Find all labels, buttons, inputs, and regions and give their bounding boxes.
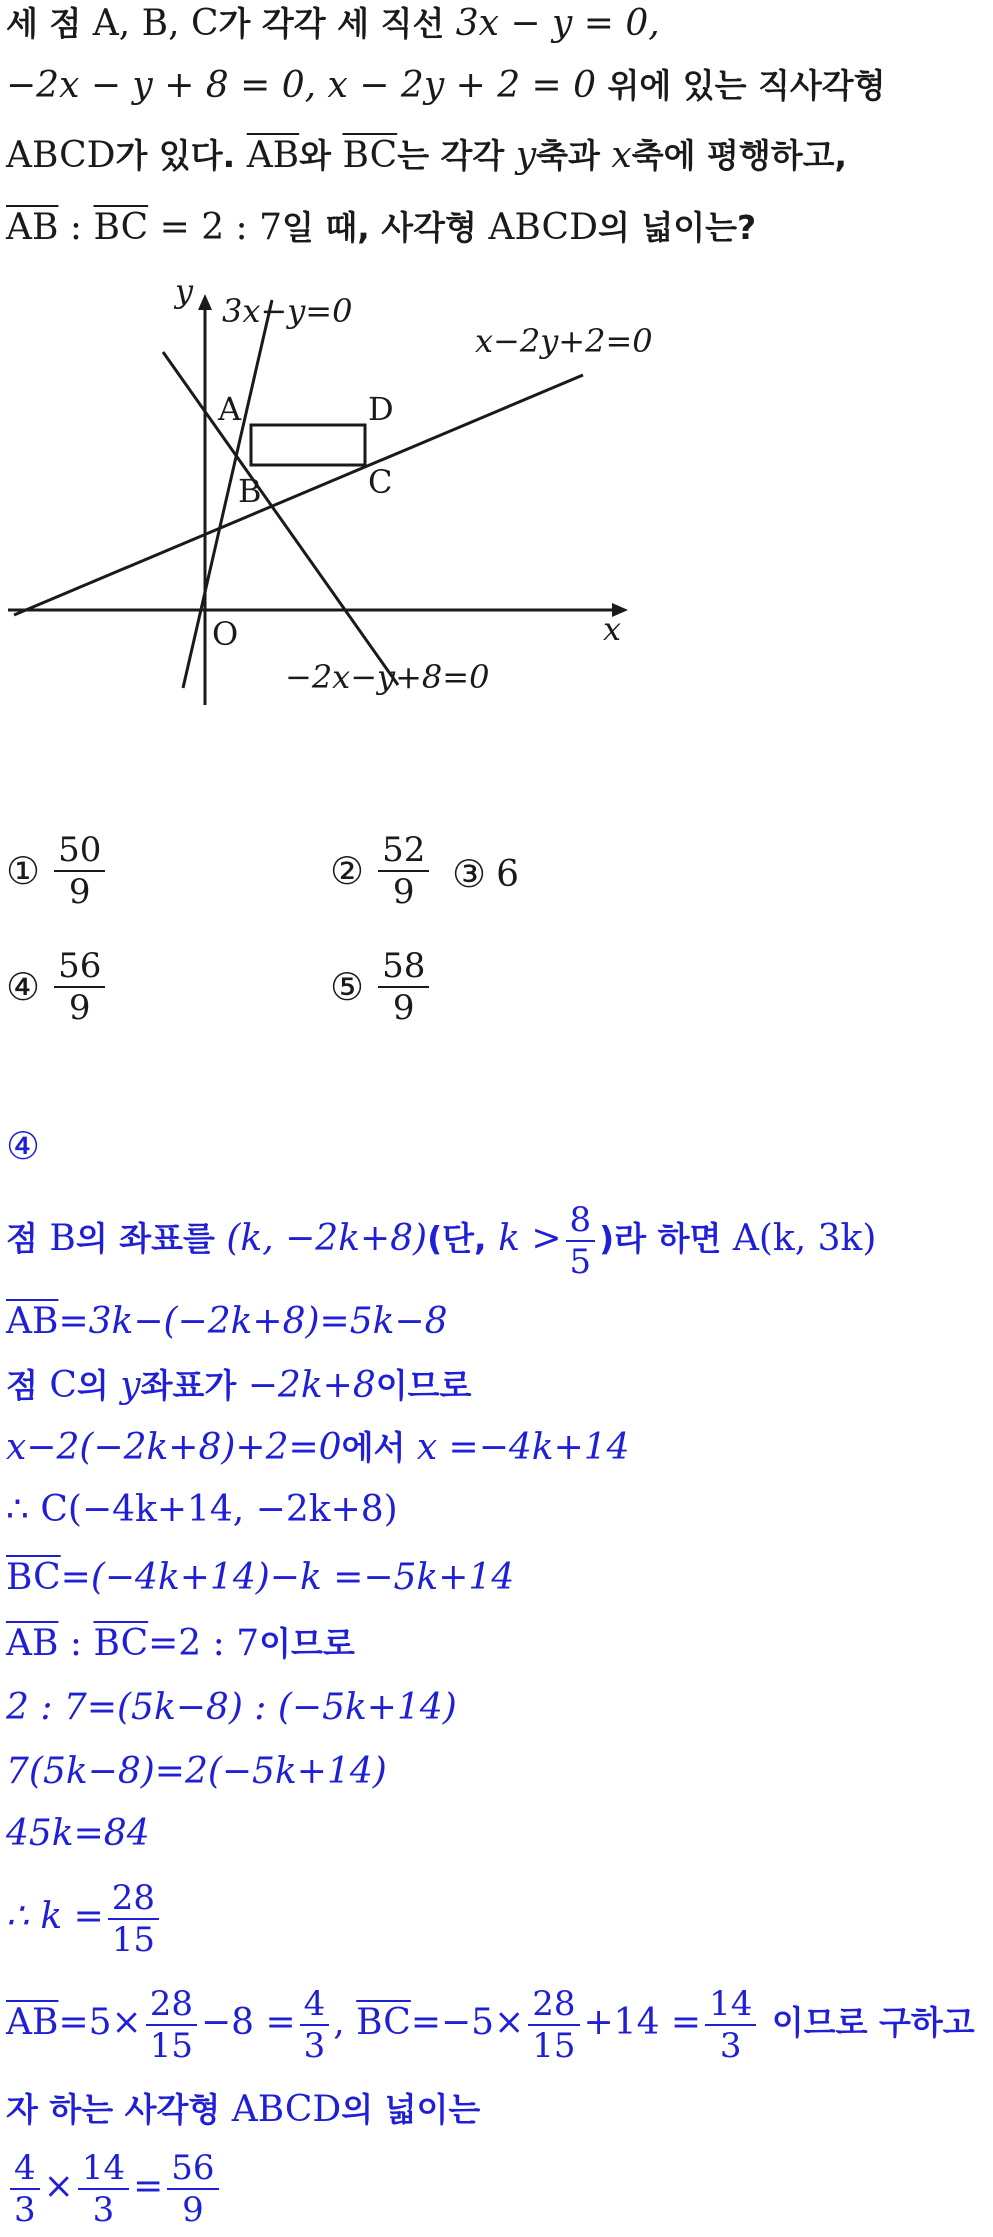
solution-line-9: 7(5k−8)=2(−5k+14) xyxy=(6,1751,387,1792)
point-label-a: A xyxy=(218,390,242,428)
point-label-d: D xyxy=(368,390,394,428)
axis-label-x: x xyxy=(603,610,622,648)
solution-line-11: ∴ k = $\frac{28}{15}$ xyxy=(6,1878,163,1960)
question-line-1: 세 점 A, B, C가 각각 세 직선 3x − y = 0, xyxy=(6,3,660,44)
axis-label-y: y xyxy=(175,272,194,310)
origin-label: O xyxy=(212,615,239,653)
label-line-3x: 3x−y=0 xyxy=(222,292,353,330)
solution-line-2: $\overline{AB}=3k-(-2k+8)=5k-8$ xyxy=(6,1301,448,1342)
answer-mark: ④ xyxy=(6,1124,41,1168)
rectangle-abcd xyxy=(251,425,365,465)
solution-line-13: 자 하는 사각형 ABCD의 넓이는 xyxy=(6,2089,481,2130)
choice-2[interactable]: ② $\frac{52}{9}$ xyxy=(330,830,433,912)
y-axis-arrow xyxy=(198,294,212,310)
solution-line-6: $\overline{BC}=(-4k+14)-k =-5k+14$ xyxy=(6,1557,515,1598)
point-label-b: B xyxy=(238,472,262,510)
solution-line-4: x−2(−2k+8)+2=0에서 x =−4k+14 xyxy=(6,1427,630,1468)
solution-line-12: $\overline{AB}=5\times$ $\frac{28}{15}$ −8 = $\frac{4}{3}$ , $\overline{BC}=-5\times$ $\frac{28}{15}$ +14 = $\frac{14}{3}$ 이므로 구하고 xyxy=(6,1984,975,2066)
question-line-2: −2x − y + 8 = 0, x − 2y + 2 = 0 위에 있는 직사각형 xyxy=(6,65,886,106)
label-line-neg2x: −2x−y+8=0 xyxy=(285,658,490,696)
solution-line-3: 점 C의 y좌표가 −2k+8이므로 xyxy=(6,1365,472,1406)
label-line-x2y: x−2y+2=0 xyxy=(475,322,653,360)
solution-line-10: 45k=84 xyxy=(6,1813,150,1854)
solution-line-5: ∴ C(−4k+14, −2k+8) xyxy=(6,1489,398,1530)
choice-4[interactable]: ④ $\frac{56}{9}$ xyxy=(6,946,109,1028)
solution-line-8: 2 : 7=(5k−8) : (−5k+14) xyxy=(6,1687,457,1728)
solution-line-7: $\overline{AB}$ : $\overline{BC}=2$ : 7이므로 xyxy=(6,1623,355,1664)
choice-5[interactable]: ⑤ $\frac{58}{9}$ xyxy=(330,946,433,1028)
question-line-4: $\overline{AB}$ : $\overline{BC} = 2$ : 7일 때, 사각형 ABCD의 넓이는? xyxy=(6,207,757,248)
line-x-2y-2 xyxy=(14,375,583,615)
point-label-c: C xyxy=(368,463,393,501)
question-line-3: ABCD가 있다. $\overline{AB}$와 $\overline{BC}$는 각각 y축과 x축에 평행하고, xyxy=(6,135,848,176)
line-neg2x-y-8 xyxy=(163,352,398,685)
coordinate-graph xyxy=(0,270,700,720)
choice-1[interactable]: ① $\frac{50}{9}$ xyxy=(6,830,109,912)
choice-3[interactable]: ③ 6 xyxy=(452,852,519,896)
solution-line-1: 점 B의 좌표를 (k, −2k+8)(단, k > $\frac{8}{5}$ )라 하면 A(k, 3k) xyxy=(6,1200,877,1282)
solution-line-14: $\frac{4}{3}$ × $\frac{14}{3}$ = $\frac{56}{9}$ xyxy=(6,2148,223,2230)
